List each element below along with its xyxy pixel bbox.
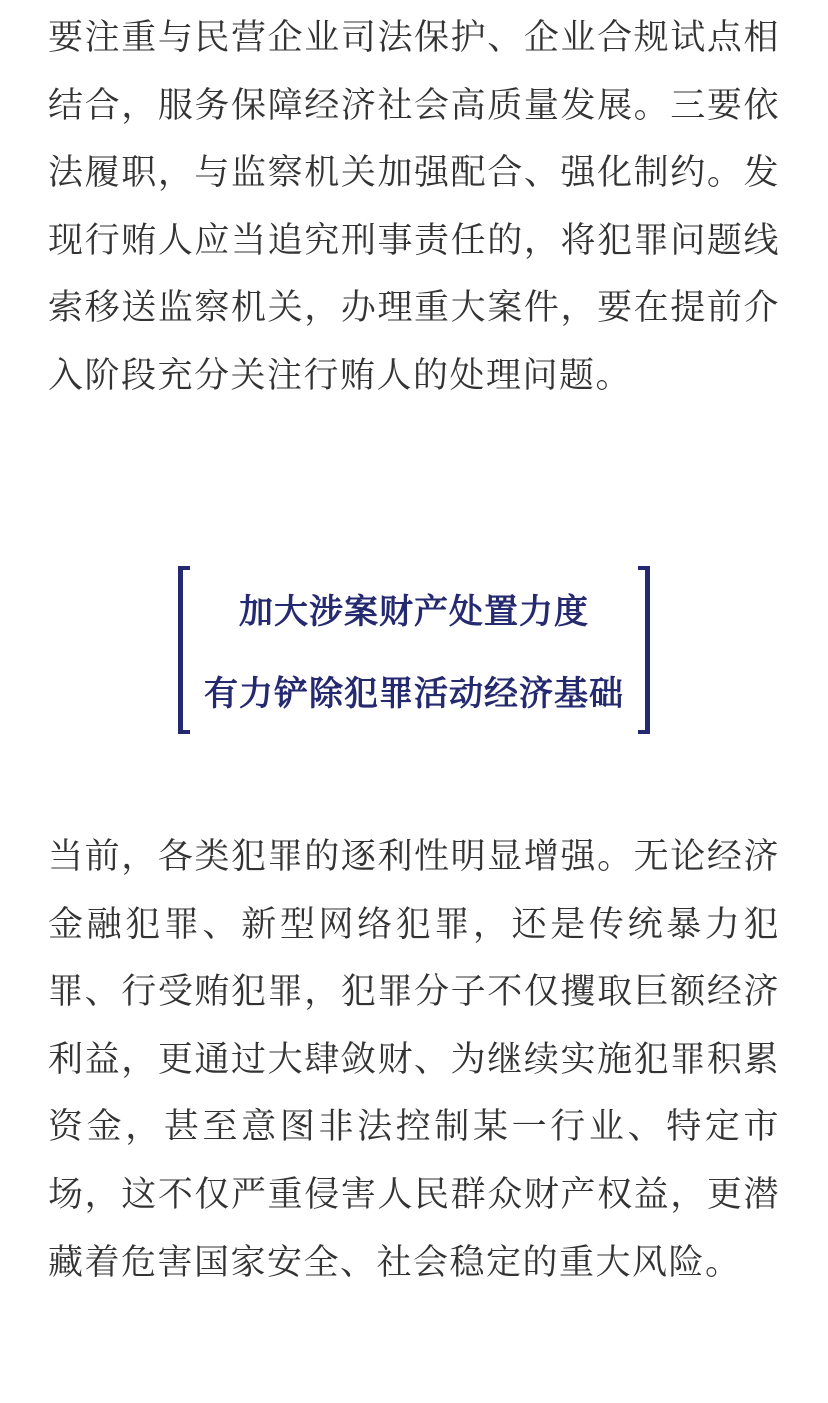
section-heading-line-1: 加大涉案财产处置力度 bbox=[239, 592, 589, 632]
article-paragraph-2: 当前，各类犯罪的逐利性明显增强。无论经济金融犯罪、新型网络犯罪，还是传统暴力犯罪、行受贿犯罪，犯罪分子不仅攫取巨额经济利益，更通过大肆敛财、为继续实施犯罪积累资金，甚至意图非法控制某一行业、特定市场，这不仅严重侵害人民群众财产权益，更潜藏着危害国家安全、社会稳定的重大风险。 bbox=[48, 837, 780, 1283]
section-heading-line-2: 有力铲除犯罪活动经济基础 bbox=[204, 674, 624, 714]
article-paragraph-1: 要注重与民营企业司法保护、企业合规试点相结合，服务保障经济社会高质量发展。三要依法履职，与监察机关加强配合、强化制约。发现行贿人应当追究刑事责任的，将犯罪问题线索移送监察机关，办理重大案件，要在提前介入阶段充分关注行贿人的处理问题。 bbox=[48, 18, 780, 396]
